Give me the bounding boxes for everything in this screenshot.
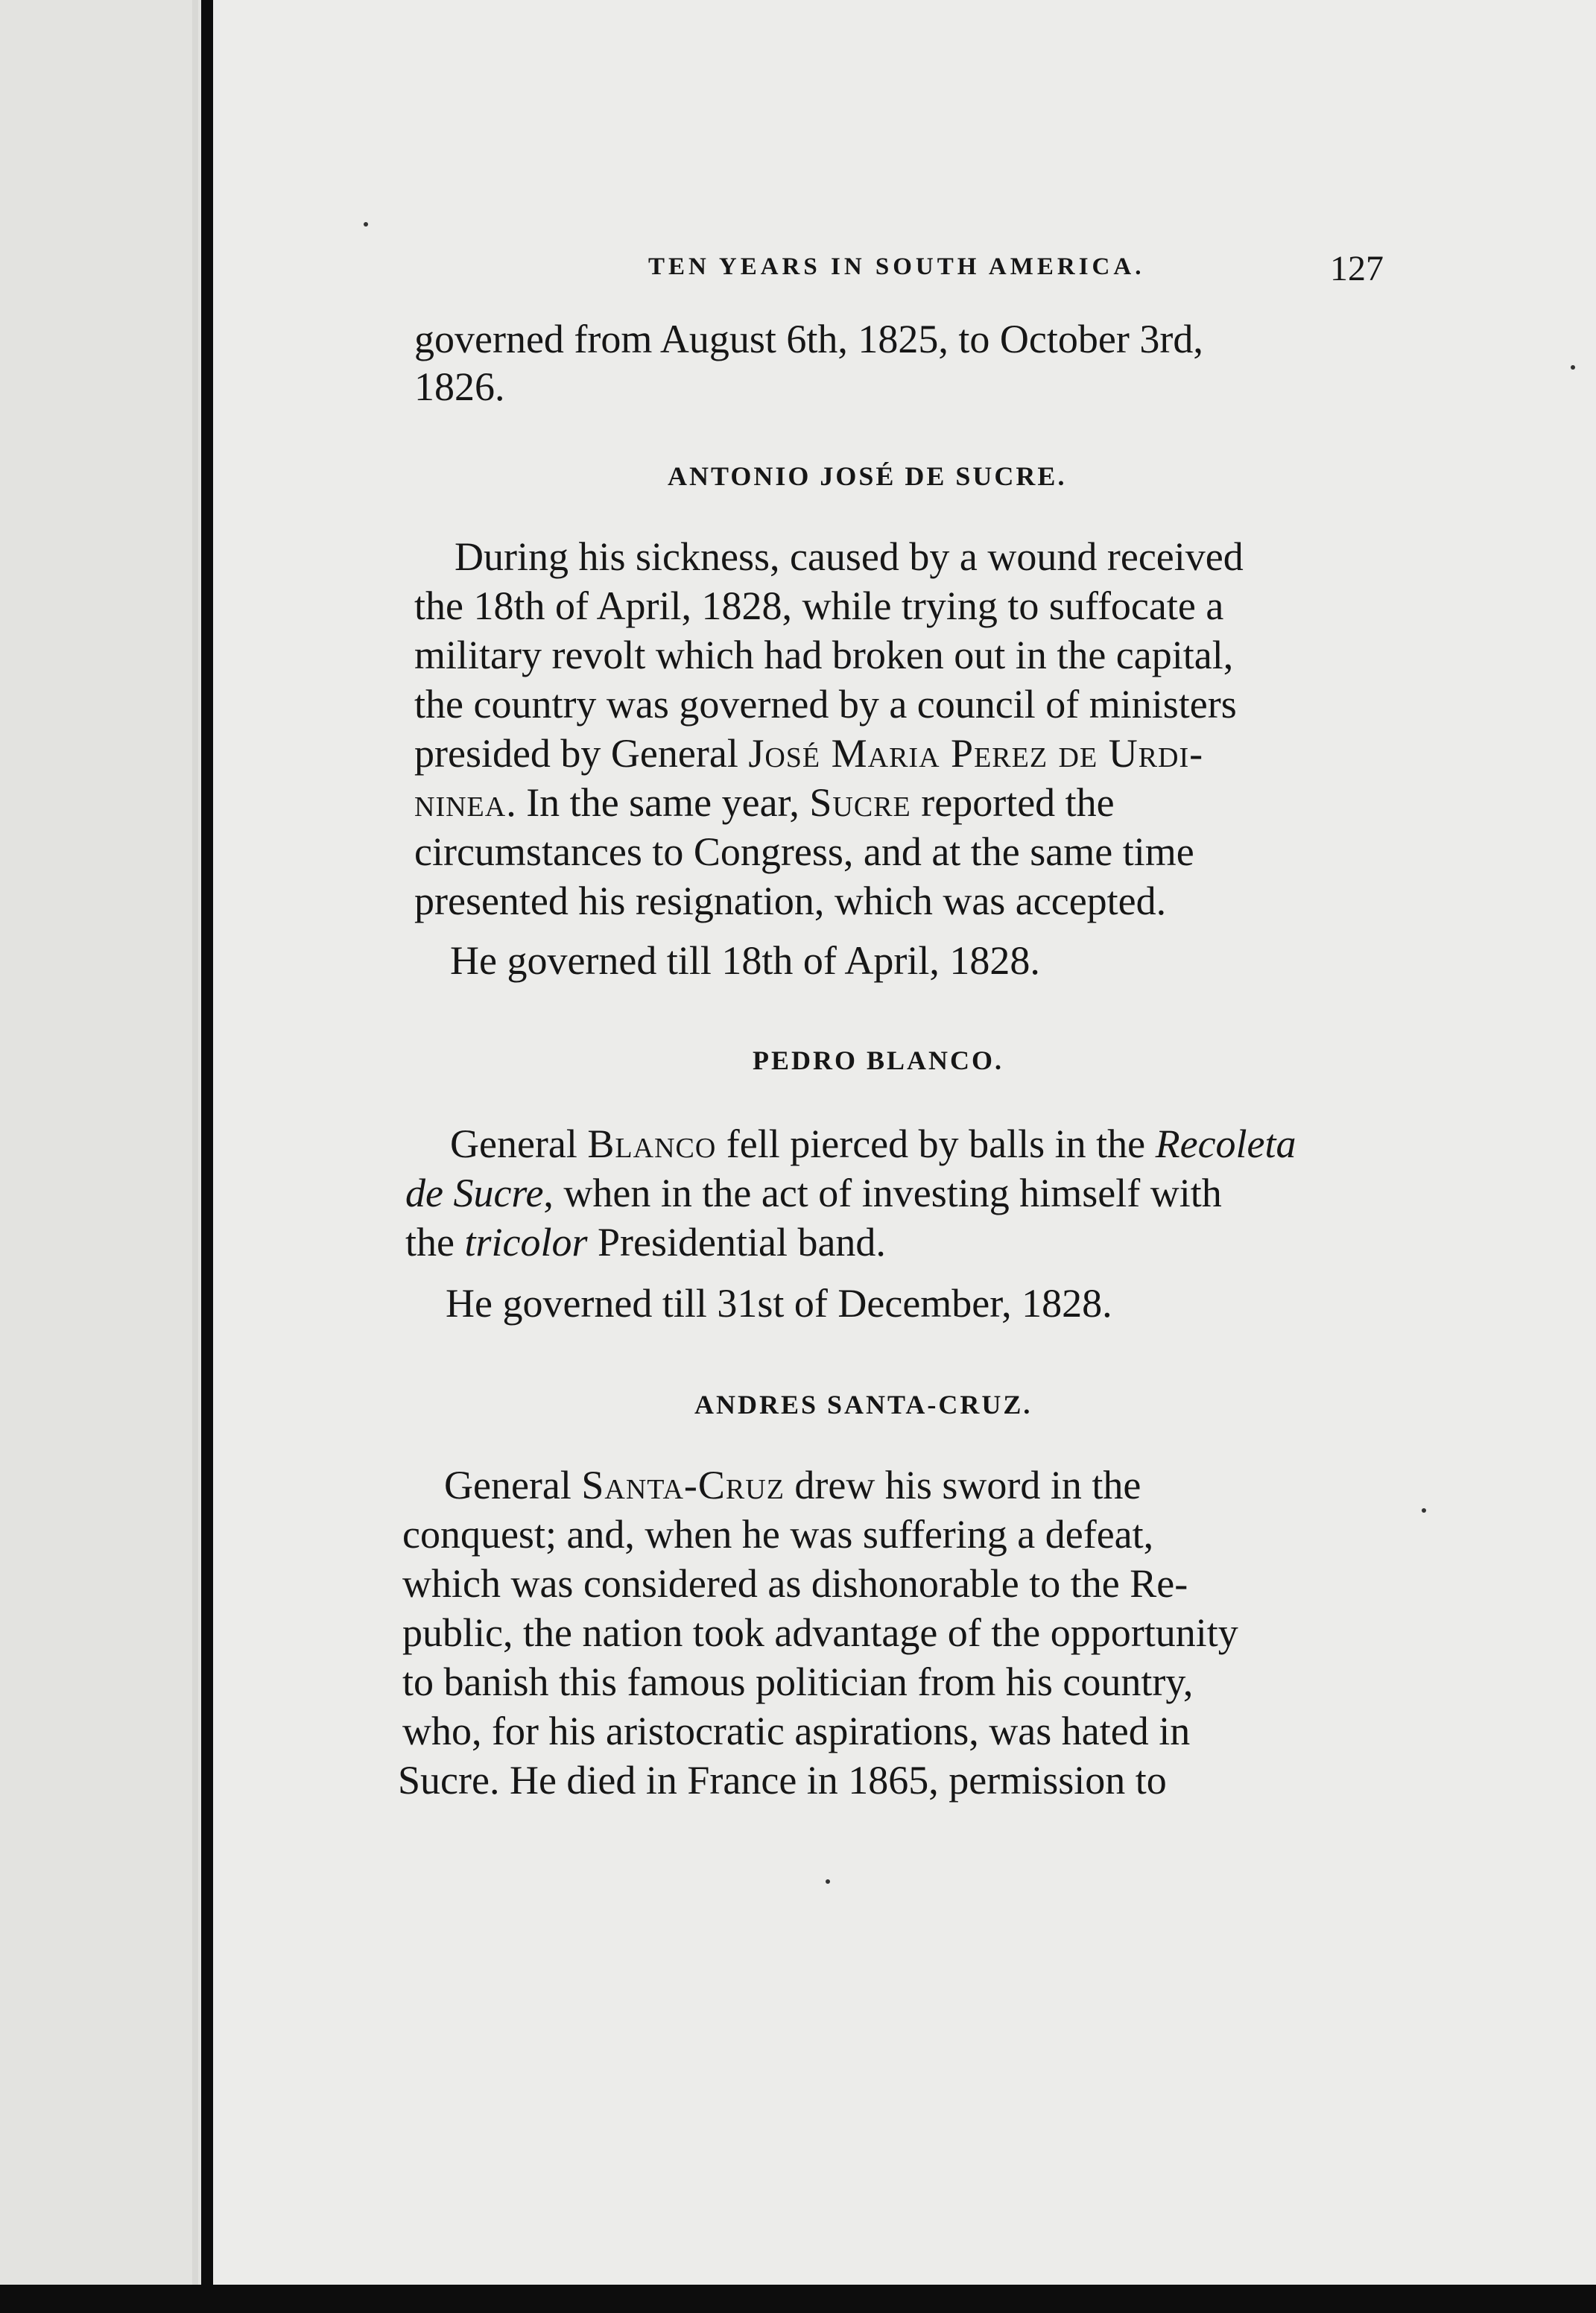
book-gutter	[201, 0, 213, 2313]
text-run: General	[450, 1121, 588, 1166]
text-line: Sucre. He died in France in 1865, permission to	[398, 1758, 1167, 1803]
text-line: presented his resignation, which was accepted.	[414, 879, 1167, 923]
text-line: governed from August 6th, 1825, to October 3rd,	[414, 317, 1203, 361]
name-run: Sucre	[809, 780, 911, 825]
text-line	[450, 1121, 1296, 1166]
text-line: military revolt which had broken out in the capital,	[414, 633, 1234, 677]
text-line: the country was governed by a council of ministers	[414, 682, 1237, 727]
text-run: , when in the act of investing himself with	[543, 1171, 1222, 1215]
text-line: He governed till 18th of April, 1828.	[450, 938, 1040, 983]
italic-run: Recoleta	[1155, 1121, 1296, 1166]
text-run: the	[405, 1220, 465, 1265]
print-speck	[826, 1879, 830, 1884]
text-line	[405, 1220, 886, 1265]
text-line: the 18th of April, 1828, while trying to suffocate a	[414, 583, 1224, 628]
text-line	[405, 1173, 1222, 1213]
name-run: José Maria Perez de Urdi-	[748, 731, 1204, 776]
scan-bottom-edge	[0, 2285, 1596, 2313]
print-speck	[1422, 1508, 1426, 1513]
name-run: ninea	[414, 780, 507, 825]
text-run: Presidential band.	[587, 1220, 886, 1265]
text-line: which was considered as dishonorable to the Re-	[402, 1561, 1188, 1606]
text-line: conquest; and, when he was suffering a defeat,	[402, 1512, 1154, 1557]
facing-page-shadow	[192, 0, 198, 2313]
section-heading-santa-cruz: ANDRES SANTA-CRUZ.	[694, 1390, 1033, 1420]
text-line: He governed till 31st of December, 1828.	[446, 1281, 1112, 1326]
text-line: to banish this famous politician from his country,	[402, 1659, 1194, 1704]
text-run: reported the	[911, 780, 1115, 825]
page-number: 127	[1330, 249, 1384, 288]
print-speck	[364, 222, 368, 227]
text-line: public, the nation took advantage of the opportunity	[402, 1610, 1238, 1655]
text-line: 1826.	[414, 364, 505, 409]
text-run: General	[444, 1463, 582, 1507]
text-line: circumstances to Congress, and at the same time	[414, 829, 1194, 874]
text-line	[414, 731, 1204, 776]
text-run: . In the same year,	[506, 780, 810, 825]
name-run: Santa-Cruz	[581, 1463, 785, 1507]
text-line	[444, 1465, 1141, 1505]
text-run: presided by General	[414, 731, 749, 776]
italic-run: tricolor	[464, 1220, 588, 1265]
text-run: drew his sword in the	[784, 1463, 1141, 1507]
facing-page-edge	[0, 0, 201, 2313]
name-run: Blanco	[587, 1121, 717, 1166]
text-line	[414, 782, 1115, 823]
text-run: fell pierced by balls in the	[716, 1121, 1156, 1166]
section-heading-sucre: ANTONIO JOSÉ DE SUCRE.	[668, 461, 1067, 491]
text-line: who, for his aristocratic aspirations, was hated in	[402, 1709, 1191, 1753]
section-heading-blanco: PEDRO BLANCO.	[753, 1045, 1004, 1075]
print-speck	[1571, 365, 1575, 370]
text-line: During his sickness, caused by a wound received	[455, 534, 1244, 579]
running-head: TEN YEARS IN SOUTH AMERICA.	[648, 253, 1145, 280]
italic-run: de Sucre	[405, 1171, 544, 1215]
